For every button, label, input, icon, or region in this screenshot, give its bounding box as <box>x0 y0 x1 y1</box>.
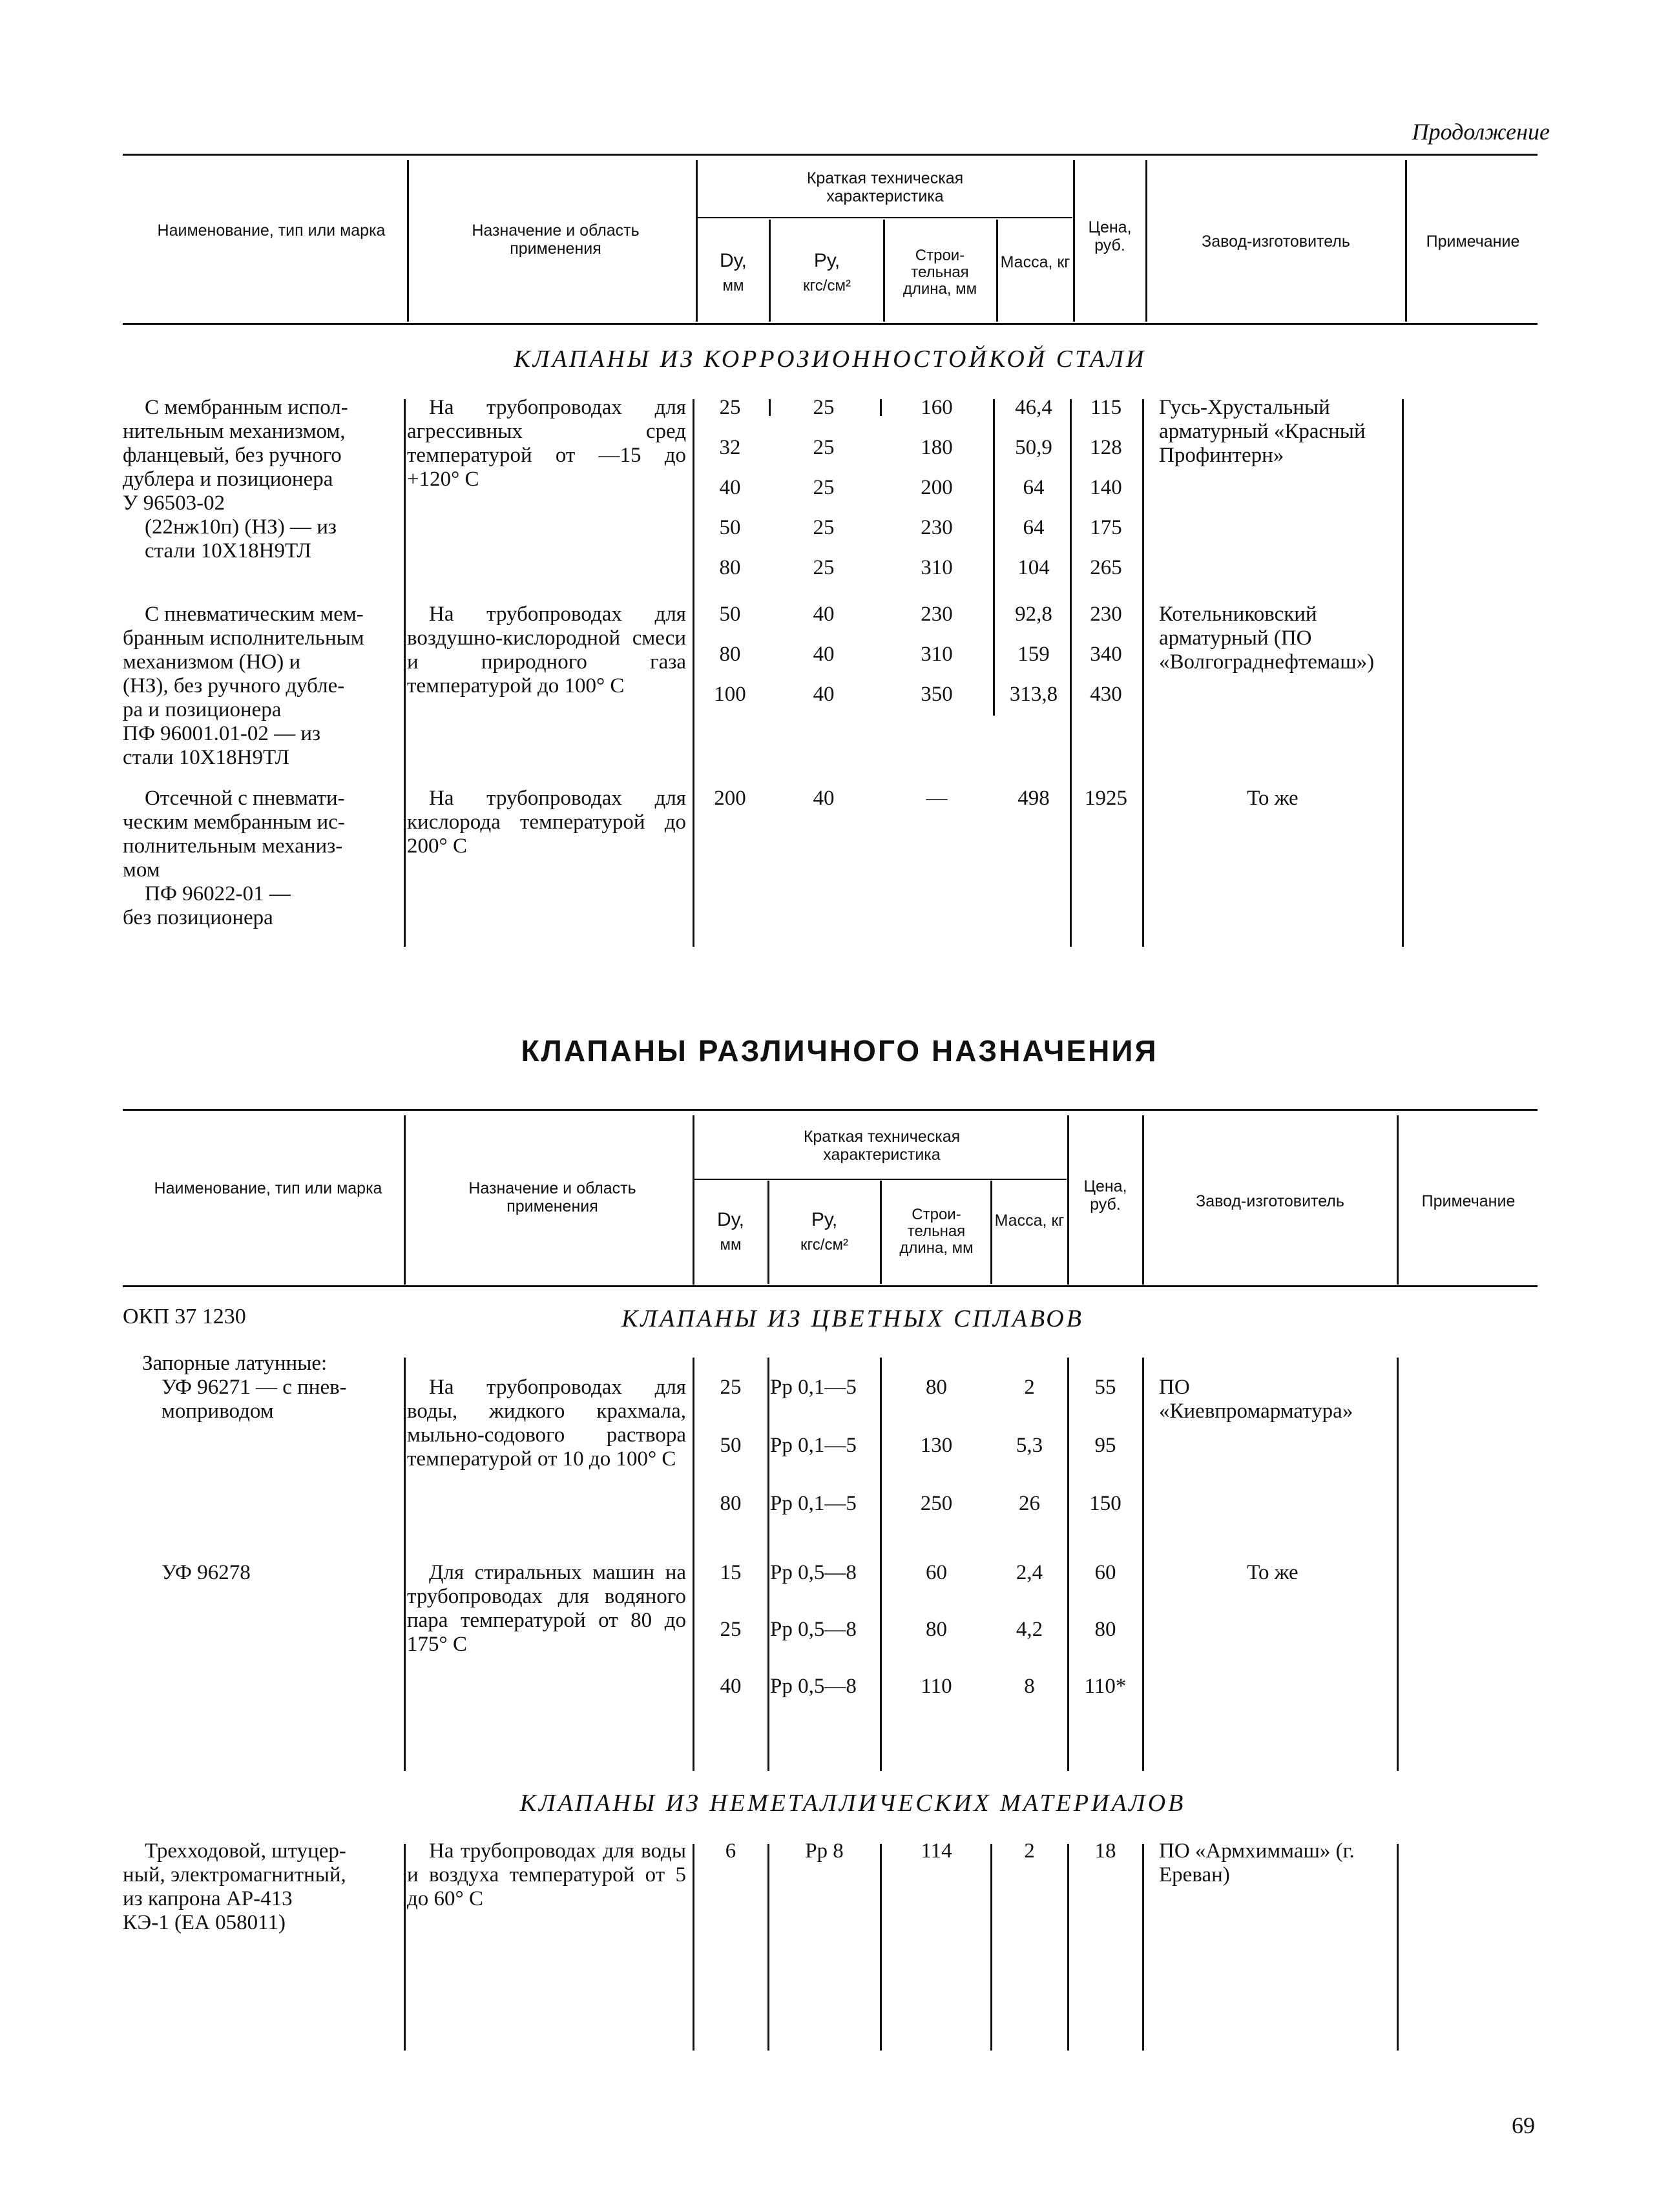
header-purpose: Назначение и область применения <box>472 222 640 258</box>
table1-header-divider <box>1145 160 1147 322</box>
table2-column-line <box>404 1844 406 2051</box>
table1-column-line <box>1070 399 1072 947</box>
header-py: Pу, <box>811 1209 838 1230</box>
table1-purpose-cell: На трубопроводах для кислорода температурой до 200° С <box>407 787 686 858</box>
header-py: Pу, <box>813 250 840 271</box>
table2-column-line <box>880 1358 882 1771</box>
header-maker: Завод-изготовитель <box>1196 1192 1344 1210</box>
table1-column-line <box>1402 399 1404 947</box>
table2-column-line <box>767 1358 769 1771</box>
table2-name-cell: УФ 96278 <box>162 1561 251 1584</box>
table2-column-line <box>1142 1358 1144 1771</box>
table1-column-tick <box>880 399 882 416</box>
header-length: Строи-тельная длина, мм <box>902 247 977 298</box>
table2-name-cell: Трехходовой, штуцер- ный, электромагнитный, из капрона АР-413 КЭ-1 (ЕА 058011) <box>123 1839 346 1934</box>
header-note: Примечание <box>1426 233 1520 251</box>
table1-header-divider <box>407 160 409 322</box>
table2-maker-cell: То же <box>1247 1561 1298 1584</box>
table1-name-cell: С мембранным испол- нительным механизмом, фланцевый, без ручного дублера и позиционера У 96503-02 (22нж10п) (НЗ) — из стали 10Х18Н9ТЛ <box>123 396 348 563</box>
table2-header-divider <box>1142 1115 1144 1285</box>
header-py-unit: кгс/см² <box>803 277 851 295</box>
table2-column-line <box>1142 1844 1144 2051</box>
table1-subtitle: КЛАПАНЫ ИЗ КОРРОЗИОННОСТОЙКОЙ СТАЛИ <box>514 346 1147 373</box>
table2-column-line <box>1397 1844 1399 2051</box>
header-tech: Краткая техническая характеристика <box>806 169 964 205</box>
header-tech: Краткая техническая характеристика <box>803 1128 961 1164</box>
table2-purpose-cell: На трубопроводах для воды, жидкого крахмала, мыльно-содового раствора температурой от 10 до 100° С <box>407 1376 686 1471</box>
table2-column-line <box>693 1844 694 2051</box>
table1-header-divider <box>1405 160 1407 322</box>
table2-maker-cell: ПО «Армхиммаш» (г. Ереван) <box>1159 1839 1355 1886</box>
table2-column-line <box>880 1844 882 2051</box>
table1-column-line <box>1142 399 1144 947</box>
header-dy-unit: мм <box>720 1236 742 1254</box>
section-title: КЛАПАНЫ РАЗЛИЧНОГО НАЗНАЧЕНИЯ <box>521 1034 1158 1068</box>
table2-column-line <box>1067 1844 1069 2051</box>
table1-maker-cell: Котельниковский арматурный (ПО «Волгограднефтемаш») <box>1159 603 1375 674</box>
table2-column-line <box>693 1358 694 1771</box>
header-dy-unit: мм <box>722 277 744 295</box>
table2-tech-subrule <box>694 1179 1067 1180</box>
table2-header-bottom-rule <box>123 1285 1538 1287</box>
table1-column-line <box>693 399 694 947</box>
table1-header-divider <box>696 160 698 322</box>
table2-subtitle-nonmetal: КЛАПАНЫ ИЗ НЕМЕТАЛЛИЧЕСКИХ МАТЕРИАЛОВ <box>519 1790 1186 1817</box>
table2-purpose-cell: На трубопроводах для воды и воздуха температурой от 5 до 60° С <box>407 1839 686 1910</box>
table2-column-line <box>404 1358 406 1771</box>
header-name: Наименование, тип или марка <box>157 222 386 240</box>
table2-header-divider <box>693 1115 694 1285</box>
table2-header-divider <box>990 1181 992 1284</box>
header-length: Строи-тельная длина, мм <box>899 1206 974 1257</box>
header-name: Наименование, тип или марка <box>154 1179 382 1197</box>
table1-header-divider <box>883 220 885 322</box>
table1-maker-cell: Гусь-Хрустальный арматурный «Красный Профинтерн» <box>1159 396 1366 467</box>
table2-column-line <box>990 1844 992 2051</box>
table2-subtitle-alloys: КЛАПАНЫ ИЗ ЦВЕТНЫХ СПЛАВОВ <box>621 1305 1084 1332</box>
table1-column-tick <box>769 399 771 416</box>
okp-code: ОКП 37 1230 <box>123 1305 246 1328</box>
header-dy: Dу, <box>717 1209 744 1230</box>
table1-maker-cell: То же <box>1247 787 1298 810</box>
table1-top-rule <box>123 154 1538 156</box>
table1-tech-subrule <box>698 217 1072 218</box>
table2-header-divider <box>767 1181 769 1284</box>
header-price: Цена, руб. <box>1088 218 1132 254</box>
group-label: Запорные латунные: <box>142 1352 328 1375</box>
table2-column-line <box>767 1844 769 2051</box>
table2-top-rule <box>123 1109 1538 1111</box>
table2-header-divider <box>1067 1115 1069 1285</box>
table2-column-line <box>1397 1358 1399 1771</box>
table2-maker-cell: ПО «Киевпромарматура» <box>1159 1376 1353 1423</box>
table2-name-cell: УФ 96271 — с пнев- моприводом <box>162 1376 347 1423</box>
table2-column-line <box>1067 1358 1069 1771</box>
table1-header-divider <box>769 220 771 322</box>
page-number: 69 <box>1512 2113 1535 2138</box>
table1-purpose-cell: На трубопроводах для агрессивных сред температурой от —15 до +120° С <box>407 396 686 491</box>
table2-header-divider <box>880 1181 882 1284</box>
table2-purpose-cell: Для стиральных машин на трубопроводах для водяного пара температурой от 80 до 175° С <box>407 1561 686 1656</box>
table1-column-line <box>404 399 406 947</box>
table1-name-cell: С пневматическим мем- бранным исполнительным механизмом (НО) и (НЗ), без ручного дубле- ра и позиционера ПФ 96001.01-02 — из стали 10Х18Н9ТЛ <box>123 603 364 769</box>
header-maker: Завод-изготовитель <box>1202 233 1350 251</box>
table1-header-bottom-rule <box>123 323 1538 325</box>
header-purpose: Назначение и область применения <box>468 1179 636 1215</box>
table1-purpose-cell: На трубопроводах для воздушно-кислородной смеси и природного газа температурой до 100° С <box>407 603 686 698</box>
header-mass: Масса, кг <box>1000 253 1070 271</box>
header-dy: Dу, <box>720 250 747 271</box>
table2-header-divider <box>404 1115 406 1285</box>
table1-name-cell: Отсечной с пневмати- ческим мембранным ис- полнительным механиз- мом ПФ 96022-01 — без позиционера <box>123 787 345 929</box>
header-price: Цена, руб. <box>1083 1177 1127 1214</box>
header-py-unit: кгс/см² <box>800 1236 848 1254</box>
header-mass: Масса, кг <box>994 1212 1065 1230</box>
header-note: Примечание <box>1421 1192 1516 1210</box>
table2-header-divider <box>1397 1115 1399 1285</box>
continuation-label: Продолжение <box>1412 119 1550 145</box>
table1-column-line <box>993 399 995 716</box>
